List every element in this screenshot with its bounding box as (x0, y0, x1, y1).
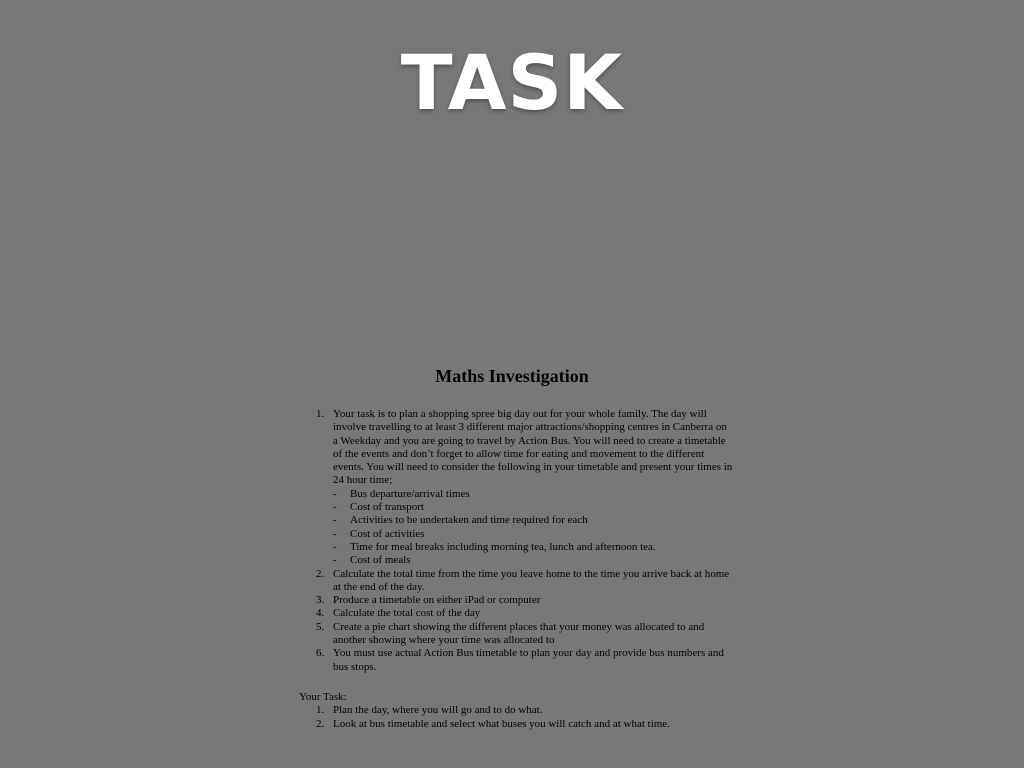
item-number: 2. (316, 717, 325, 730)
your-task-item-2 (0, 718, 733, 731)
consideration-text: Cost of activities (350, 527, 425, 540)
item-number: 1. (316, 408, 325, 420)
document (0, 364, 1024, 730)
dash-bullet: - (333, 514, 337, 527)
item-text: Calculate the total cost of the day (333, 607, 481, 620)
consideration-list (0, 488, 733, 568)
item-text: Produce a timetable on either iPad or computer (333, 594, 541, 607)
task-item-1 (0, 408, 733, 568)
task-list (0, 408, 733, 674)
consideration-item (0, 514, 733, 527)
your-task-heading: Your Task: (299, 691, 347, 703)
consideration-item (0, 488, 733, 501)
task-item-5 (0, 621, 733, 648)
task-item-3 (0, 594, 733, 607)
item-number: 4. (316, 607, 325, 620)
dash-bullet: - (333, 554, 337, 567)
task-item-2 (0, 568, 733, 595)
consideration-item (0, 541, 733, 554)
item-number: 2. (316, 567, 325, 580)
consideration-text: Cost of transport (350, 501, 424, 514)
dash-bullet: - (333, 527, 337, 540)
item-text: Plan the day, where you will go and to do what. (333, 704, 543, 717)
consideration-item (0, 528, 733, 541)
item-text: Your task is to plan a shopping spree big day out for your whole family. The day will involve travelling to at least 3 different major attractions/shopping centres in Canberra on a Weekday and you are going to travel by Action Bus. You will need to create a timetable of the events and don’t forget to allow time for eating and movement to the different events. You will need to consider the following in your timetable and present your times in 24 hour time; (333, 408, 733, 487)
consideration-item (0, 501, 733, 514)
item-number: 6. (316, 647, 325, 660)
consideration-text: Activities to be undertaken and time required for each (350, 514, 588, 527)
dash-bullet: - (333, 501, 337, 514)
item-text: Look at bus timetable and select what buses you will catch and at what time. (333, 717, 670, 730)
consideration-text: Cost of meals (350, 554, 411, 567)
slide-title: TASK (400, 38, 624, 127)
consideration-text: Time for meal breaks including morning tea, lunch and afternoon tea. (350, 540, 656, 553)
item-text: Calculate the total time from the time you leave home to the time you arrive back at home at the end of the day. (333, 567, 730, 593)
item-number: 5. (316, 620, 325, 633)
consideration-item (0, 554, 733, 567)
item-number: 3. (316, 594, 325, 607)
item-text: You must use actual Action Bus timetable to plan your day and provide bus numbers and bus stops. (333, 647, 724, 673)
task-item-4 (0, 607, 733, 620)
dash-bullet: - (333, 540, 337, 553)
consideration-text: Bus departure/arrival times (350, 487, 470, 500)
dash-bullet: - (333, 487, 337, 500)
your-task-section (0, 691, 733, 731)
task-item-6 (0, 647, 733, 674)
item-text: Create a pie chart showing the different places that your money was allocated to and another showing where your time was allocated to (333, 620, 705, 647)
item-number: 1. (316, 704, 325, 717)
document-title: Maths Investigation (435, 366, 589, 386)
your-task-item-1 (0, 704, 733, 717)
